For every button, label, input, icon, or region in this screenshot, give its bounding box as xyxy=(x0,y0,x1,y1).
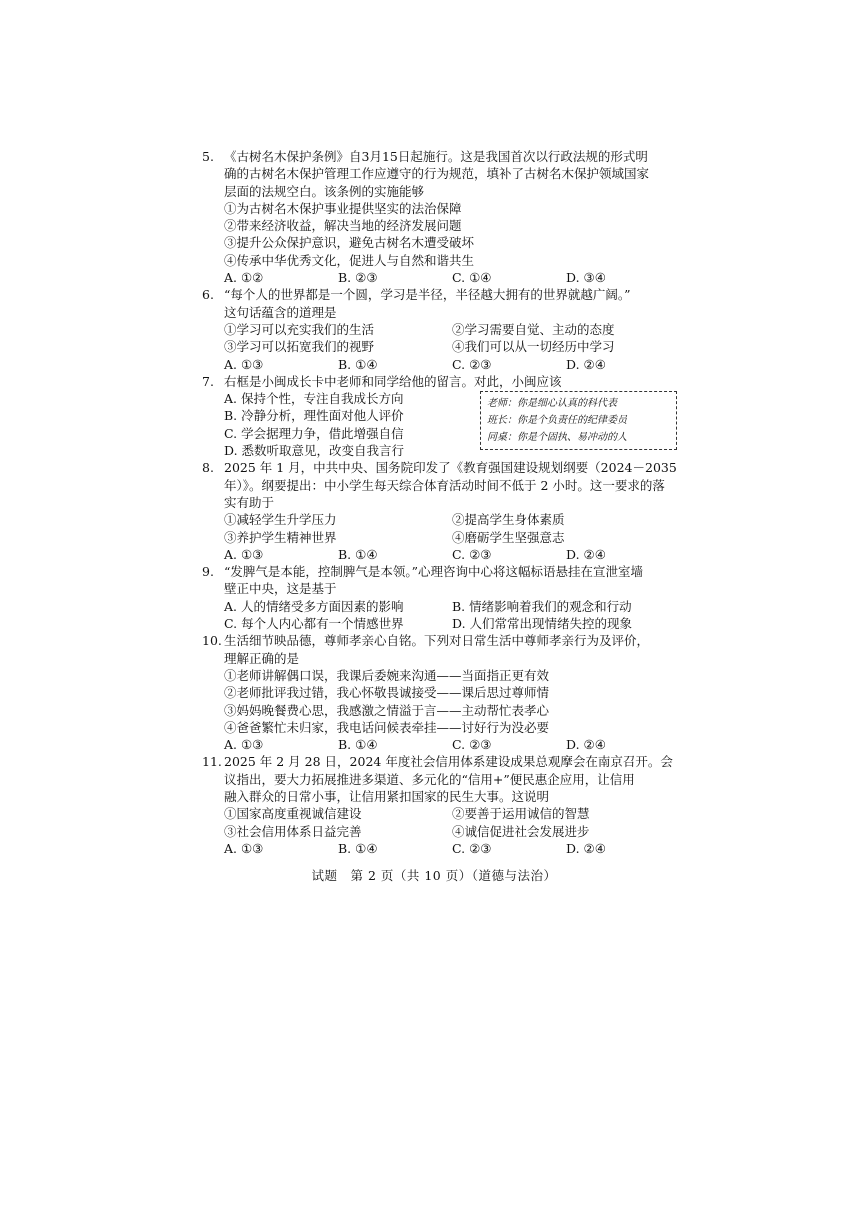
question-stem-line: 《古树名木保护条例》自3月15日起施行。这是我国首次以行政法规的形式明 xyxy=(224,149,648,164)
question-stem-line: 2025 年 1 月，中共中央、国务院印发了《教育强国建设规划纲要（2024－2035 xyxy=(224,460,677,476)
statement-item: ③提升公众保护意识，避免古树名木遭受破坏 xyxy=(224,235,475,251)
question-stem-line: 这句话蕴含的道理是 xyxy=(224,304,337,320)
option-a: A. 人的情绪受多方面因素的影响 xyxy=(224,598,404,614)
statement-item: ④我们可以从一切经历中学习 xyxy=(452,339,615,355)
question-stem-line: “每个人的世界都是一个圆，学习是半径，半径越大拥有的世界就越广阔。” xyxy=(224,287,631,303)
message-box xyxy=(480,391,677,450)
question-stem-line: 右框是小闽成长卡中老师和同学给他的留言。对此，小闽应该 xyxy=(224,373,562,389)
statement-item: ④传承中华优秀文化，促进人与自然和谐共生 xyxy=(224,252,475,268)
statement-item: ④爸爸繁忙未归家，我电话问候表牵挂——讨好行为没必要 xyxy=(224,719,550,735)
question-stem-line: 融入群众的日常小事，让信用紧扣国家的民生大事。这说明 xyxy=(224,788,550,804)
answer-options xyxy=(224,356,682,373)
message-deskmate: 同桌：你是个固执、易冲动的人 xyxy=(487,431,627,443)
option-c: C. ②③ xyxy=(452,840,492,856)
option-c: C. ②③ xyxy=(452,546,492,562)
question-stem-line: 年）》。纲要提出：中小学生每天综合体育活动时间不低于 2 小时。这一要求的落 xyxy=(224,477,665,493)
question-number: 8. xyxy=(202,460,214,476)
question-stem-line: 层面的法规空白。该条例的实施能够 xyxy=(224,183,425,199)
option-c: C. ②③ xyxy=(452,356,492,372)
question-number: 6. xyxy=(202,287,214,303)
statement-item: ②老师批评我过错，我心怀敬畏诚接受——课后思过尊师情 xyxy=(224,685,550,701)
statement-grid xyxy=(224,321,682,356)
statement-item: ①为古树名木保护事业提供坚实的法治保障 xyxy=(224,200,462,216)
statement-item: ③社会信用体系日益完善 xyxy=(224,823,362,839)
statement-grid xyxy=(224,805,682,840)
option-d: D. ③④ xyxy=(566,270,606,286)
option-d: D. 悉数听取意见，改变自我言行 xyxy=(224,443,405,459)
question-stem-line: “发脾气是本能，控制脾气是本领。”心理咨询中心将这幅标语悬挂在宣泄室墙 xyxy=(224,564,644,580)
option-c: C. ①④ xyxy=(452,270,492,286)
statement-item: ①老师讲解偶口误，我课后委婉来沟通——当面指正更有效 xyxy=(224,667,550,683)
answer-options xyxy=(224,269,682,286)
option-b: B. 情绪影响着我们的观念和行动 xyxy=(452,598,632,614)
question-10 xyxy=(202,632,682,753)
question-stem-line: 理解正确的是 xyxy=(224,650,300,666)
statement-grid xyxy=(224,511,682,546)
question-number: 9. xyxy=(202,564,214,580)
option-d: D. ②④ xyxy=(566,840,606,856)
statement-item: ③养护学生精神世界 xyxy=(224,529,337,545)
message-monitor: 班长：你是个负责任的纪律委员 xyxy=(487,414,627,426)
option-a: A. ①③ xyxy=(224,356,264,372)
question-8 xyxy=(202,459,682,563)
option-d: D. 人们常常出现情绪失控的现象 xyxy=(452,616,633,632)
option-c: C. 学会据理力争，借此增强自信 xyxy=(224,425,404,441)
option-b: B. 冷静分析，理性面对他人评价 xyxy=(224,408,404,424)
statement-item: ③妈妈晚餐费心思，我感激之情溢于言——主动帮忙表孝心 xyxy=(224,702,550,718)
statement-item: ②要善于运用诚信的智慧 xyxy=(452,806,590,822)
question-stem-line: 实有助于 xyxy=(224,494,275,510)
option-b: B. ②③ xyxy=(338,270,378,286)
question-stem-line: 壁正中央，这是基于 xyxy=(224,581,337,597)
statement-item: ①国家高度重视诚信建设 xyxy=(224,806,362,822)
question-stem-line: 生活细节映品德，尊师孝亲心自铭。下列对日常生活中尊师孝亲行为及评价， xyxy=(224,633,650,649)
question-6 xyxy=(202,286,682,372)
option-b: B. ①④ xyxy=(338,737,378,753)
option-c: C. ②③ xyxy=(452,737,492,753)
option-a: A. ①② xyxy=(224,270,264,286)
question-number: 7. xyxy=(202,373,214,389)
answer-options xyxy=(224,598,682,633)
question-number: 5. xyxy=(202,149,214,164)
question-stem-line: 2025 年 2 月 28 日，2024 年度社会信用体系建设成果总观摩会在南京召开。会 xyxy=(224,754,673,770)
message-teacher: 老师：你是细心认真的科代表 xyxy=(487,397,617,409)
question-11 xyxy=(202,753,682,857)
option-b: B. ①④ xyxy=(338,356,378,372)
statement-item: ②学习需要自觉、主动的态度 xyxy=(452,321,615,337)
option-c: C. 每个人内心都有一个情感世界 xyxy=(224,616,404,632)
question-stem-line: 议指出，要大力拓展推进多渠道、多元化的“信用+”便民惠企应用，让信用 xyxy=(224,771,635,787)
question-stem-line: 确的古树名木保护管理工作应遵守的行为规范，填补了古树名木保护领域国家 xyxy=(224,166,650,182)
question-9 xyxy=(202,563,682,632)
page-footer: 试题 第 2 页（共 10 页）（道德与法治） xyxy=(311,868,557,883)
option-d: D. ②④ xyxy=(566,737,606,753)
answer-options xyxy=(224,840,682,857)
question-number: 10. xyxy=(202,633,222,649)
statement-item: ②带来经济收益，解决当地的经济发展问题 xyxy=(224,218,462,234)
answer-options xyxy=(224,736,682,753)
option-a: A. 保持个性，专注自我成长方向 xyxy=(224,391,404,407)
statement-item: ④磨砺学生坚强意志 xyxy=(452,529,565,545)
statement-item: ④诚信促进社会发展进步 xyxy=(452,823,590,839)
option-a: A. ①③ xyxy=(224,840,264,856)
question-number: 11. xyxy=(202,754,222,770)
statement-item: ①减轻学生升学压力 xyxy=(224,512,337,528)
question-7 xyxy=(202,373,682,459)
answer-options xyxy=(224,546,682,563)
option-b: B. ①④ xyxy=(338,546,378,562)
question-5 xyxy=(202,148,682,286)
option-b: B. ①④ xyxy=(338,840,378,856)
question-list xyxy=(202,148,682,857)
statement-item: ①学习可以充实我们的生活 xyxy=(224,321,375,337)
option-a: A. ①③ xyxy=(224,737,264,753)
option-d: D. ②④ xyxy=(566,546,606,562)
statement-item: ③学习可以拓宽我们的视野 xyxy=(224,339,375,355)
option-a: A. ①③ xyxy=(224,546,264,562)
option-d: D. ②④ xyxy=(566,356,606,372)
statement-item: ②提高学生身体素质 xyxy=(452,512,565,528)
